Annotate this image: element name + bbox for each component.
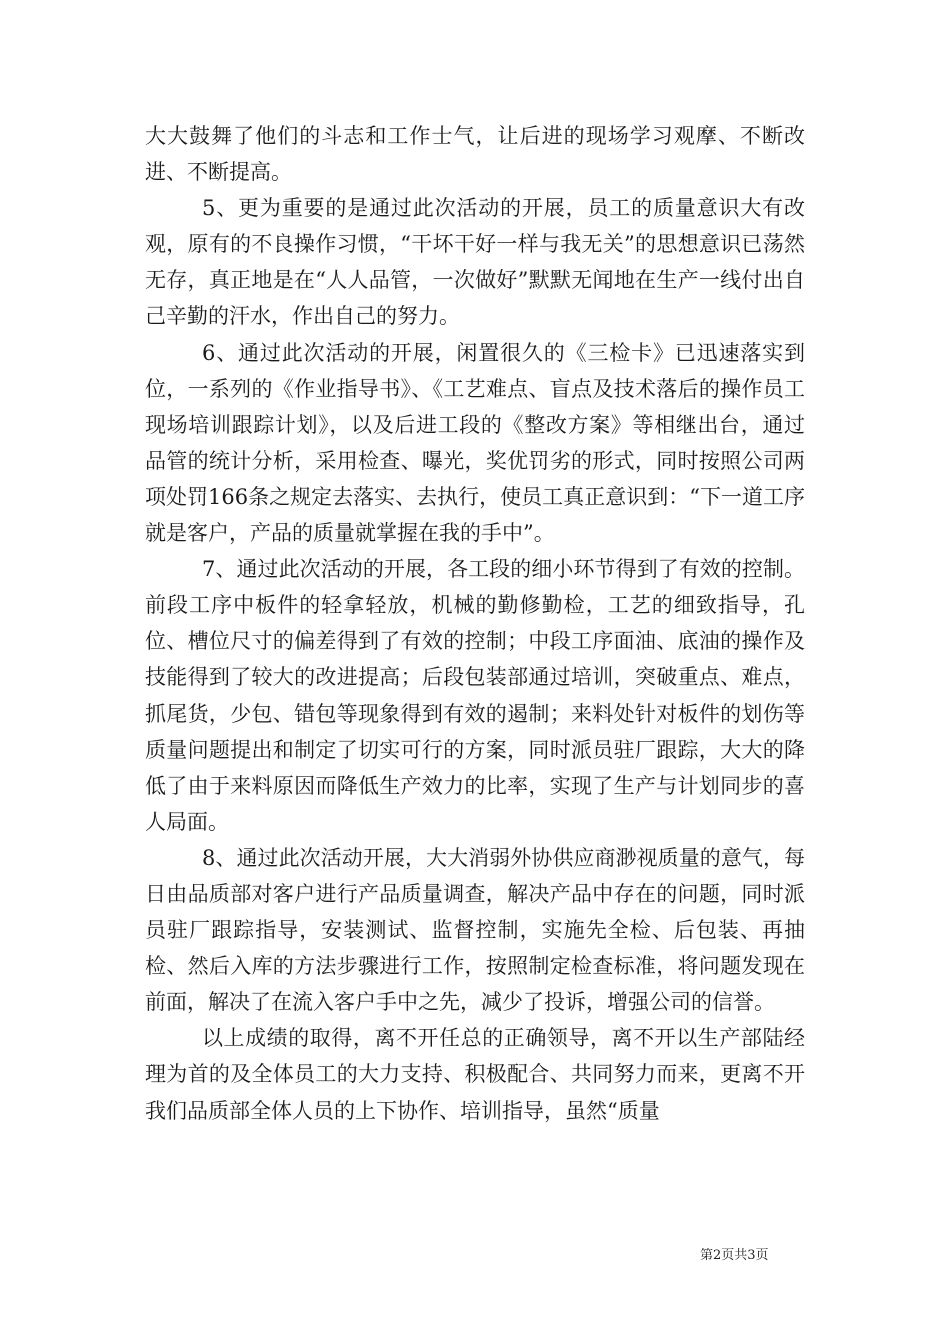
- document-body: [145, 118, 805, 1129]
- paragraph-1: 大大鼓舞了他们的斗志和工作士气，让后进的现场学习观摩、不断改进、不断提高。: [145, 124, 805, 185]
- page-number-footer: 第2页共3页: [700, 1248, 769, 1263]
- paragraph-3: 6、通过此次活动的开展，闲置很久的《三检卡》已迅速落实到位，一系列的《作业指导书》、《工艺难点、盲点及技术落后的操作员工现场培训跟踪计划》，以及后进工段的《整改方案》等相继出台，通过品管的统计分析，采用检查、曝光，奖优罚劣的形式，同时按照公司两项处罚166条之规定去落实、去执行，使员工真正意识到：“下一道工序就是客户，产品的质量就掌握在我的手中”。: [145, 340, 805, 546]
- paragraph-6: 以上成绩的取得，离不开任总的正确领导，离不开以生产部陆经理为首的及全体员工的大力支持、积极配合、共同努力而来，更离不开我们品质部全体人员的上下协作、培训指导，虽然“质量: [145, 1026, 805, 1123]
- paragraph-2: 5、更为重要的是通过此次活动的开展，员工的质量意识大有改观，原有的不良操作习惯，“干坏干好一样与我无关”的思想意识已荡然无存，真正地是在“人人品管，一次做好”默默无闻地在生产一线付出自己辛勤的汗水，作出自己的努力。: [145, 196, 805, 329]
- paragraph-4: 7、通过此次活动的开展，各工段的细小环节得到了有效的控制。前段工序中板件的轻拿轻放，机械的勤修勤检，工艺的细致指导，孔位、槽位尺寸的偏差得到了有效的控制；中段工序面油、底油的操作及技能得到了较大的改进提高；后段包装部通过培训，突破重点、难点，抓尾货，少包、错包等现象得到有效的遏制；来料处针对板件的划伤等质量问题提出和制定了切实可行的方案，同时派员驻厂跟踪，大大的降低了由于来料原因而降低生产效力的比率，实现了生产与计划同步的喜人局面。: [145, 557, 805, 834]
- paragraph-5: 8、通过此次活动开展，大大消弱外协供应商渺视质量的意气，每日由品质部对客户进行产品质量调查，解决产品中存在的问题，同时派员驻厂跟踪指导，安装测试、监督控制，实施先全检、后包装、再抽检、然后入库的方法步骤进行工作，按照制定检查标准，将问题发现在前面，解决了在流入客户手中之先，减少了投诉，增强公司的信誉。: [145, 845, 805, 1015]
